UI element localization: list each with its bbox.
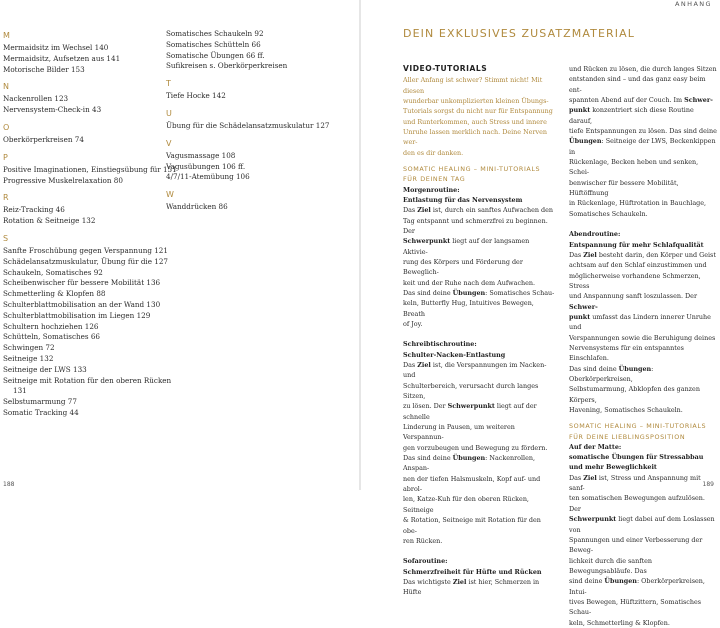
body-line: Das sind deine Übungen: Oberkörperkreisen, bbox=[569, 364, 654, 383]
body-line: punkt umfasst das Lindern innerer Unruhe und bbox=[569, 312, 711, 332]
intro-line: Unruhe lassen merklich nach. Deine Nerven wer- bbox=[403, 128, 548, 147]
keyword: punkt bbox=[569, 312, 591, 321]
index-letter: O bbox=[3, 122, 10, 132]
keyword: Schwer- bbox=[684, 96, 713, 105]
routine-heading-line: Schulter-Nacken-Entlastung bbox=[403, 350, 506, 359]
body-line: keit und der Ruhe nach dem Aufwachen. bbox=[403, 278, 536, 287]
index-entry: Schultern hochziehen 126 bbox=[3, 321, 99, 331]
index-entry: Progressive Muskelrelaxation 80 bbox=[3, 175, 123, 185]
body-line: Übungen: Seitneige der LWS, Beckenkippen in bbox=[569, 137, 716, 156]
index-entry: Selbstumarmung 77 bbox=[3, 397, 77, 407]
keyword: Ziel bbox=[583, 473, 597, 482]
body-line: Das wichtigste Ziel ist hier, Schmerzen in Hüfte bbox=[403, 577, 540, 597]
keyword: Schwer- bbox=[569, 302, 598, 311]
body-line: keln, Schmetterling & Klopfen. bbox=[569, 618, 670, 627]
index-entry: Vagusübungen 106 ff. bbox=[166, 161, 246, 171]
body-line: gen vorzubeugen und Bewegung zu fördern. bbox=[403, 443, 548, 452]
index-entry: Schulterblattmobilisation an der Wand 130 bbox=[3, 299, 161, 309]
index-entry: Wanddrücken 86 bbox=[166, 202, 228, 212]
body-line: sind deine Übungen: Oberkörperkreisen, Intui- bbox=[569, 577, 705, 596]
page-gutter bbox=[359, 0, 361, 490]
index-entry: Somatic Tracking 44 bbox=[3, 407, 79, 417]
index-entry: Tiefe Hocke 142 bbox=[166, 91, 226, 101]
intro-line: und Runterkommen, auch Stress und innere bbox=[403, 117, 547, 126]
index-entry: Somatisches Schütteln 66 bbox=[166, 39, 261, 49]
index-entry: Schwingen 72 bbox=[3, 343, 55, 353]
keyword: Übungen bbox=[452, 288, 486, 297]
section-heading-position bbox=[569, 421, 717, 441]
routine-heading-line: Entspannung für mehr Schlafqualität bbox=[569, 240, 704, 249]
body-line: Tag entspannt und schmerzfrei zu beginnen. Der bbox=[403, 216, 548, 235]
body-line: & Rotation, Seitneige mit Rotation für den obe- bbox=[403, 516, 541, 535]
body-line: len, Katze-Kuh für den oberen Rücken, Seitneige bbox=[403, 495, 529, 514]
body-line: in Rückenlage, Hüftrotation in Bauchlage, bbox=[569, 199, 707, 208]
mat-routine-heading bbox=[569, 442, 717, 473]
index-entry: Mermaidsitz im Wechsel 140 bbox=[3, 43, 109, 52]
body-line: lichkeit durch die sanften Bewegungsabläufe. Das bbox=[569, 556, 653, 575]
body-line: Das Ziel besteht darin, den Körper und Geist bbox=[569, 250, 716, 259]
video-tutorials-heading: VIDEO-TUTORIALS bbox=[403, 64, 488, 73]
index-letter: T bbox=[166, 79, 171, 89]
index-entry: Rotation & Seitneige 132 bbox=[3, 216, 96, 226]
body-line: Rückenlage, Becken heben und senken, Schei- bbox=[569, 158, 699, 177]
index-entry: Sufikreisen s. Oberkörperkreisen bbox=[166, 61, 288, 71]
index-entry: Oberkörperkreisen 74 bbox=[3, 134, 84, 144]
index-entry: Reiz-Tracking 46 bbox=[3, 205, 65, 215]
desk-routine-heading bbox=[403, 339, 555, 360]
routine-heading-line: Auf der Matte: bbox=[569, 442, 622, 451]
index-entry: Sanfte Froschübung gegen Verspannung 121 bbox=[3, 245, 168, 255]
index-entry: Schütteln, Somatisches 66 bbox=[3, 332, 100, 342]
body-line: Somatisches Schaukeln. bbox=[569, 209, 648, 218]
index-entry: Schädelansatzmuskulatur, Übung für die 127 bbox=[3, 256, 168, 266]
intro-paragraph bbox=[403, 75, 555, 158]
sofa-routine-heading bbox=[403, 556, 555, 577]
index-letter: W bbox=[166, 190, 174, 200]
index-column-1 bbox=[3, 31, 177, 419]
index-entry: Schaukeln, Somatisches 92 bbox=[3, 267, 103, 277]
section-heading-line: FÜR DEINEN TAG bbox=[403, 175, 466, 184]
index-entry: Scheibenwischer für bessere Mobilität 136 bbox=[3, 278, 161, 288]
body-line: Das sind deine Übungen: Somatisches Schau- bbox=[403, 288, 555, 297]
body-line: Verspannungen sowie die Beruhigung deines bbox=[569, 333, 716, 342]
index-entry: Schmetterling & Klopfen 88 bbox=[3, 289, 106, 299]
routine-heading-line: Schreibtischroutine: bbox=[403, 340, 477, 349]
body-line: tiefe Entspannungen zu lösen. Das sind deine bbox=[569, 127, 717, 136]
index-entry: 4/7/11-Atemübung 106 bbox=[166, 172, 250, 182]
index-letter: U bbox=[166, 108, 172, 118]
routine-heading-line: somatische Übungen für Stressabbau bbox=[569, 453, 704, 462]
keyword: Schwerpunkt bbox=[569, 515, 617, 524]
keyword: Schwerpunkt bbox=[447, 402, 495, 411]
index-entry: 131 bbox=[13, 386, 27, 396]
index-entry: Seitneige der LWS 133 bbox=[3, 364, 87, 374]
index-entry: Nervensystem-Check-in 43 bbox=[3, 105, 102, 115]
index-entry: Motorische Bilder 153 bbox=[3, 64, 85, 74]
index-entry: Mermaidsitz, Aufsetzen aus 141 bbox=[3, 53, 121, 63]
body-line: ten somatischen Bewegungen aufzulösen. Der bbox=[569, 494, 705, 513]
body-line: rung des Körpers und Förderung der Beweglich- bbox=[403, 257, 523, 277]
body-line: nen der tiefen Halsmuskeln, Kopf auf- und abrol- bbox=[403, 474, 541, 494]
index-entry: Vagusmassage 108 bbox=[166, 150, 236, 160]
routine-heading-line: Schmerzfreiheit für Hüfte und Rücken bbox=[403, 567, 542, 576]
index-entry: Seitneige mit Rotation für den oberen Rücken bbox=[3, 375, 172, 385]
body-line: und Rücken zu lösen, die durch langes Sitzen bbox=[569, 65, 717, 73]
evening-routine-text bbox=[569, 250, 717, 416]
mat-routine-text bbox=[569, 473, 717, 628]
index-letter: N bbox=[3, 82, 9, 92]
section-heading-line: FÜR DEINE LIEBLINGSPOSITION bbox=[569, 432, 686, 441]
morning-routine-text bbox=[403, 205, 555, 329]
body-line: entstanden sind – und das ganz easy beim ent- bbox=[569, 75, 706, 94]
routine-heading-line: und mehr Beweglichkeit bbox=[569, 463, 657, 472]
desk-routine-text bbox=[403, 360, 555, 546]
body-line: Havening, Somatisches Schaukeln. bbox=[569, 406, 683, 414]
evening-routine-heading bbox=[569, 229, 717, 250]
body-line: möglicherweise vorhandene Schmerzen, Stress bbox=[569, 271, 701, 290]
body-line: ren Rücken. bbox=[403, 536, 443, 545]
page-title: DEIN EXKLUSIVES ZUSATZMATERIAL bbox=[403, 27, 635, 40]
index-entry: Nackenrollen 123 bbox=[3, 94, 69, 104]
index-letter: M bbox=[3, 31, 10, 40]
page-number-left: 188 bbox=[3, 481, 15, 488]
index-entry: Positive Imaginationen, Einstiegsübung für 151 bbox=[3, 164, 177, 174]
keyword: Übungen bbox=[452, 454, 486, 463]
index-letter: S bbox=[3, 233, 9, 243]
body-line: keln, Butterfly Hug, Intuitives Bewegen, Breath bbox=[403, 299, 534, 318]
body-line: punkt konzentriert sich diese Routine darauf, bbox=[569, 106, 694, 125]
keyword: Ziel bbox=[583, 250, 597, 259]
section-heading-line: SOMATIC HEALING – MINI-TUTORIALS bbox=[569, 422, 707, 431]
body-line: Schwerpunkt liegt dabei auf dem Loslassen von bbox=[569, 515, 715, 534]
index-column-2 bbox=[166, 29, 344, 213]
intro-line: Tutorials sorgst du nicht nur für Entspannung bbox=[403, 107, 553, 116]
index-letter: R bbox=[3, 193, 9, 203]
intro-line: wunderbar unkomplizierten kleinen Übungs- bbox=[403, 97, 549, 106]
keyword: Ziel bbox=[417, 361, 431, 369]
morning-routine-heading bbox=[403, 185, 555, 206]
body-line: Schwerpunkt liegt auf der langsamen Aktivie- bbox=[403, 237, 530, 256]
section-heading-day bbox=[403, 164, 555, 184]
body-line: Das Ziel ist, Stress und Anspannung mit sanf- bbox=[569, 473, 701, 493]
body-line: Spannungen und einer Verbesserung der Beweg- bbox=[569, 535, 703, 555]
index-entry: Somatisches Schaukeln 92 bbox=[166, 29, 264, 38]
keyword: Ziel bbox=[417, 206, 431, 215]
body-line: Schulterbereich, verursacht durch langes Sitzen, bbox=[403, 381, 539, 401]
body-line: of Joy. bbox=[403, 319, 423, 328]
index-entry: Schulterblattmobilisation im Liegen 129 bbox=[3, 310, 151, 320]
routine-heading-line: Abendroutine: bbox=[569, 230, 621, 239]
sofa-routine-text-start bbox=[403, 577, 555, 598]
page-number-right: 189 bbox=[702, 481, 714, 488]
index-entry: Übung für die Schädelansatzmuskulatur 127 bbox=[166, 120, 330, 130]
text-column-right bbox=[569, 64, 717, 628]
body-line: Das Ziel ist, die Verspannungen im Nacken- und bbox=[403, 361, 547, 380]
body-line: spannten Abend auf der Couch. Im Schwer- bbox=[569, 96, 713, 105]
body-line: benwischer für bessere Mobilität, Hüftöffnung bbox=[569, 178, 679, 198]
body-line: und Anspannung sanft loszulassen. Der Schwer- bbox=[569, 292, 698, 311]
index-letter: P bbox=[3, 152, 8, 162]
routine-heading-line: Morgenroutine: bbox=[403, 185, 460, 194]
keyword: punkt bbox=[569, 106, 591, 115]
body-line: Selbstumarmung, Abklopfen des ganzen Körpers, bbox=[569, 385, 700, 404]
keyword: Schwerpunkt bbox=[403, 237, 451, 246]
body-line: tives Bewegen, Hüftzittern, Somatisches Schau- bbox=[569, 597, 702, 617]
routine-heading-line: Sofaroutine: bbox=[403, 557, 448, 566]
body-line: Nervensystems für ein entspanntes Einschlafen. bbox=[569, 343, 684, 363]
body-line: Das Ziel ist, durch ein sanftes Aufwachen den bbox=[403, 206, 554, 215]
body-line: achtsam auf den Schlaf einzustimmen und bbox=[569, 261, 707, 270]
index-letter: V bbox=[166, 138, 172, 148]
keyword: Ziel bbox=[452, 577, 467, 586]
section-heading-line: SOMATIC HEALING – MINI-TUTORIALS bbox=[403, 165, 541, 174]
keyword: Übungen bbox=[569, 137, 602, 146]
sofa-routine-text-continued bbox=[569, 64, 717, 219]
intro-line: den es dir danken. bbox=[403, 148, 464, 157]
text-column-left bbox=[403, 64, 555, 598]
index-entry: Somatische Übungen 66 ff. bbox=[166, 50, 265, 60]
body-line: zu lösen. Der Schwerpunkt liegt auf der schnelle bbox=[403, 402, 537, 421]
keyword: Übungen bbox=[618, 364, 652, 373]
index-entry: Seitneige 132 bbox=[3, 353, 54, 363]
routine-heading-line: Entlastung für das Nervensystem bbox=[403, 195, 523, 204]
body-line: Das sind deine Übungen: Nackenrollen, Anspan- bbox=[403, 454, 536, 473]
intro-line: Aller Anfang ist schwer? Stimmt nicht! Mit diesen bbox=[403, 76, 543, 95]
keyword: Übungen bbox=[604, 577, 637, 586]
body-line: Linderung in Pausen, um weiteren Verspannun- bbox=[403, 423, 515, 442]
running-head: ANHANG bbox=[675, 0, 712, 8]
